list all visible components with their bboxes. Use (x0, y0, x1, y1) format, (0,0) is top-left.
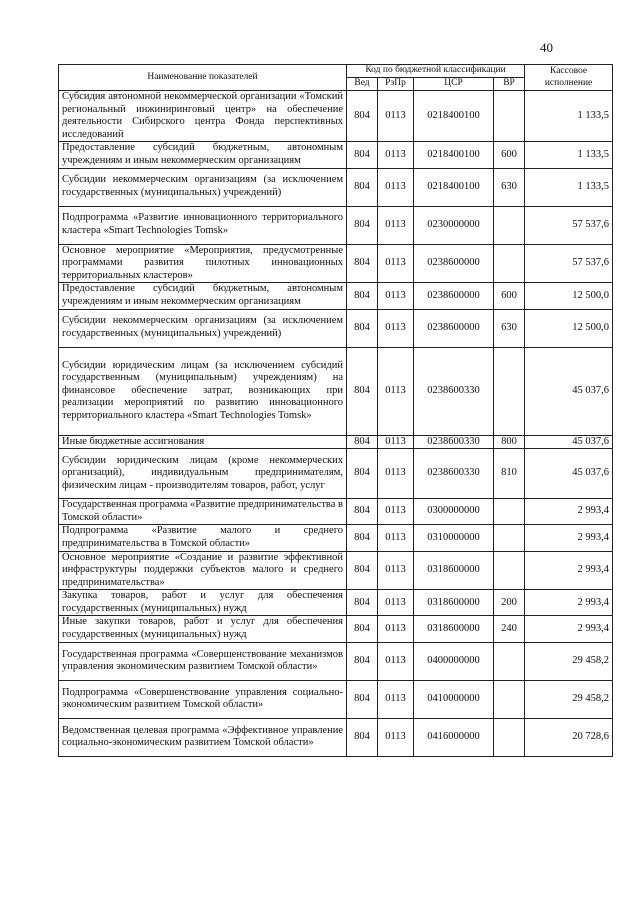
row-amount: 29 458,2 (525, 680, 613, 718)
row-name: Подпрограмма «Развитие малого и среднего предпринимательства в Томской области» (59, 525, 347, 551)
row-rzpr: 0113 (378, 347, 414, 435)
row-vr (494, 347, 525, 435)
row-csr: 0218400100 (414, 168, 494, 206)
row-rzpr: 0113 (378, 91, 414, 142)
row-vr: 630 (494, 168, 525, 206)
budget-table (58, 64, 613, 757)
row-rzpr: 0113 (378, 435, 414, 449)
row-name: Закупка товаров, работ и услуг для обеспечения государственных (муниципальных) нужд (59, 590, 347, 616)
table-row (59, 347, 613, 435)
row-rzpr: 0113 (378, 449, 414, 499)
row-csr: 0300000000 (414, 499, 494, 525)
table-row (59, 680, 613, 718)
table-row (59, 283, 613, 309)
table-row (59, 244, 613, 283)
row-amount: 12 500,0 (525, 309, 613, 347)
row-ved: 804 (347, 551, 378, 590)
row-amount: 2 993,4 (525, 551, 613, 590)
row-name: Ведомственная целевая программа «Эффективное управление социально-экономическим развитием Томской области» (59, 718, 347, 756)
page-number: 40 (540, 40, 553, 55)
row-ved: 804 (347, 680, 378, 718)
row-ved: 804 (347, 142, 378, 168)
row-ved: 804 (347, 449, 378, 499)
table-row (59, 206, 613, 244)
row-rzpr: 0113 (378, 168, 414, 206)
row-name: Государственная программа «Развитие предпринимательства в Томской области» (59, 499, 347, 525)
row-ved: 804 (347, 435, 378, 449)
row-vr: 200 (494, 590, 525, 616)
row-amount: 2 993,4 (525, 499, 613, 525)
row-vr (494, 680, 525, 718)
row-csr: 0238600330 (414, 347, 494, 435)
row-csr: 0238600000 (414, 244, 494, 283)
row-amount: 1 133,5 (525, 91, 613, 142)
row-rzpr: 0113 (378, 283, 414, 309)
table-row (59, 590, 613, 616)
row-amount: 20 728,6 (525, 718, 613, 756)
row-name: Государственная программа «Совершенствование механизмов управления экономическим развитием Томской области» (59, 642, 347, 680)
header-csr: ЦСР (414, 78, 494, 91)
row-name: Предоставление субсидий бюджетным, автономным учреждениям и иным некоммерческим организациям (59, 142, 347, 168)
row-vr (494, 91, 525, 142)
row-vr (494, 525, 525, 551)
header-ved: Вед (347, 78, 378, 91)
table-row (59, 642, 613, 680)
table-row (59, 718, 613, 756)
row-vr: 810 (494, 449, 525, 499)
row-vr (494, 642, 525, 680)
row-amount: 57 537,6 (525, 206, 613, 244)
header-cash-execution: Кассовое исполнение (525, 65, 613, 91)
row-csr: 0416000000 (414, 718, 494, 756)
row-csr: 0318600000 (414, 590, 494, 616)
row-rzpr: 0113 (378, 499, 414, 525)
row-csr: 0318600000 (414, 616, 494, 642)
row-ved: 804 (347, 206, 378, 244)
row-name: Субсидии некоммерческим организациям (за исключением государственных (муниципальных) учреждений) (59, 168, 347, 206)
row-vr: 600 (494, 142, 525, 168)
row-rzpr: 0113 (378, 551, 414, 590)
row-vr (494, 718, 525, 756)
row-ved: 804 (347, 244, 378, 283)
row-ved: 804 (347, 168, 378, 206)
table-body (59, 91, 613, 757)
row-rzpr: 0113 (378, 590, 414, 616)
row-csr: 0218400100 (414, 91, 494, 142)
row-name: Подпрограмма «Развитие инновационного территориального кластера «Smart Technologies Tomsk» (59, 206, 347, 244)
row-ved: 804 (347, 309, 378, 347)
row-name: Субсидия автономной некоммерческой организации «Томский региональный инжиниринговый центр» на обеспечение деятельности Сибирского центра Фонда перспективных исследований (59, 91, 347, 142)
row-amount: 1 133,5 (525, 142, 613, 168)
row-vr: 600 (494, 283, 525, 309)
table-row (59, 91, 613, 142)
row-amount: 45 037,6 (525, 449, 613, 499)
table-row (59, 435, 613, 449)
row-csr: 0310000000 (414, 525, 494, 551)
row-csr: 0318600000 (414, 551, 494, 590)
row-amount: 2 993,4 (525, 525, 613, 551)
table-row (59, 142, 613, 168)
row-amount: 1 133,5 (525, 168, 613, 206)
row-amount: 2 993,4 (525, 616, 613, 642)
row-rzpr: 0113 (378, 525, 414, 551)
row-ved: 804 (347, 283, 378, 309)
table-row (59, 551, 613, 590)
row-amount: 12 500,0 (525, 283, 613, 309)
row-rzpr: 0113 (378, 680, 414, 718)
row-vr: 240 (494, 616, 525, 642)
header-vr: ВР (494, 78, 525, 91)
row-name: Иные закупки товаров, работ и услуг для обеспечения государственных (муниципальных) нужд (59, 616, 347, 642)
row-vr: 800 (494, 435, 525, 449)
row-name: Предоставление субсидий бюджетным, автономным учреждениям и иным некоммерческим организациям (59, 283, 347, 309)
row-amount: 57 537,6 (525, 244, 613, 283)
row-ved: 804 (347, 590, 378, 616)
row-name: Иные бюджетные ассигнования (59, 435, 347, 449)
table-row (59, 616, 613, 642)
row-vr (494, 551, 525, 590)
row-ved: 804 (347, 91, 378, 142)
row-amount: 2 993,4 (525, 590, 613, 616)
row-csr: 0238600330 (414, 435, 494, 449)
table-row (59, 449, 613, 499)
row-amount: 45 037,6 (525, 435, 613, 449)
row-ved: 804 (347, 616, 378, 642)
row-rzpr: 0113 (378, 616, 414, 642)
row-rzpr: 0113 (378, 718, 414, 756)
table-row (59, 499, 613, 525)
row-rzpr: 0113 (378, 142, 414, 168)
row-csr: 0218400100 (414, 142, 494, 168)
row-csr: 0230000000 (414, 206, 494, 244)
row-vr (494, 499, 525, 525)
header-classification: Код по бюджетной классификации (347, 65, 525, 78)
row-ved: 804 (347, 642, 378, 680)
row-csr: 0400000000 (414, 642, 494, 680)
table-row (59, 168, 613, 206)
row-name: Субсидии некоммерческим организациям (за исключением государственных (муниципальных) учреждений) (59, 309, 347, 347)
table-header (59, 65, 613, 91)
header-name: Наименование показателей (59, 65, 347, 91)
row-rzpr: 0113 (378, 642, 414, 680)
row-vr (494, 206, 525, 244)
row-csr: 0238600330 (414, 449, 494, 499)
row-vr: 630 (494, 309, 525, 347)
row-amount: 29 458,2 (525, 642, 613, 680)
row-ved: 804 (347, 499, 378, 525)
table-row (59, 525, 613, 551)
table-row (59, 309, 613, 347)
row-csr: 0238600000 (414, 309, 494, 347)
row-name: Основное мероприятие «Мероприятия, предусмотренные программами развития пилотных инновационных территориальных кластеров» (59, 244, 347, 283)
row-name: Подпрограмма «Совершенствование управления социально-экономическим развитием Томской области» (59, 680, 347, 718)
row-rzpr: 0113 (378, 206, 414, 244)
row-csr: 0410000000 (414, 680, 494, 718)
header-rzpr: РзПр (378, 78, 414, 91)
row-ved: 804 (347, 525, 378, 551)
row-amount: 45 037,6 (525, 347, 613, 435)
row-name: Субсидии юридическим лицам (за исключением субсидий государственным (муниципальным) учреждениям) на финансовое обеспечение затрат, возникающих при реализации мероприятий по развитию инновационного территориального кластера «Smart Technologies Tomsk» (59, 347, 347, 435)
row-rzpr: 0113 (378, 244, 414, 283)
row-vr (494, 244, 525, 283)
row-ved: 804 (347, 718, 378, 756)
row-csr: 0238600000 (414, 283, 494, 309)
row-name: Субсидии юридическим лицам (кроме некоммерческих организаций), индивидуальным предпринимателям, физическим лицам - производителям товаров, работ, услуг (59, 449, 347, 499)
row-name: Основное мероприятие «Создание и развитие эффективной инфраструктуры поддержки субъектов малого и среднего предпринимательства» (59, 551, 347, 590)
row-ved: 804 (347, 347, 378, 435)
row-rzpr: 0113 (378, 309, 414, 347)
